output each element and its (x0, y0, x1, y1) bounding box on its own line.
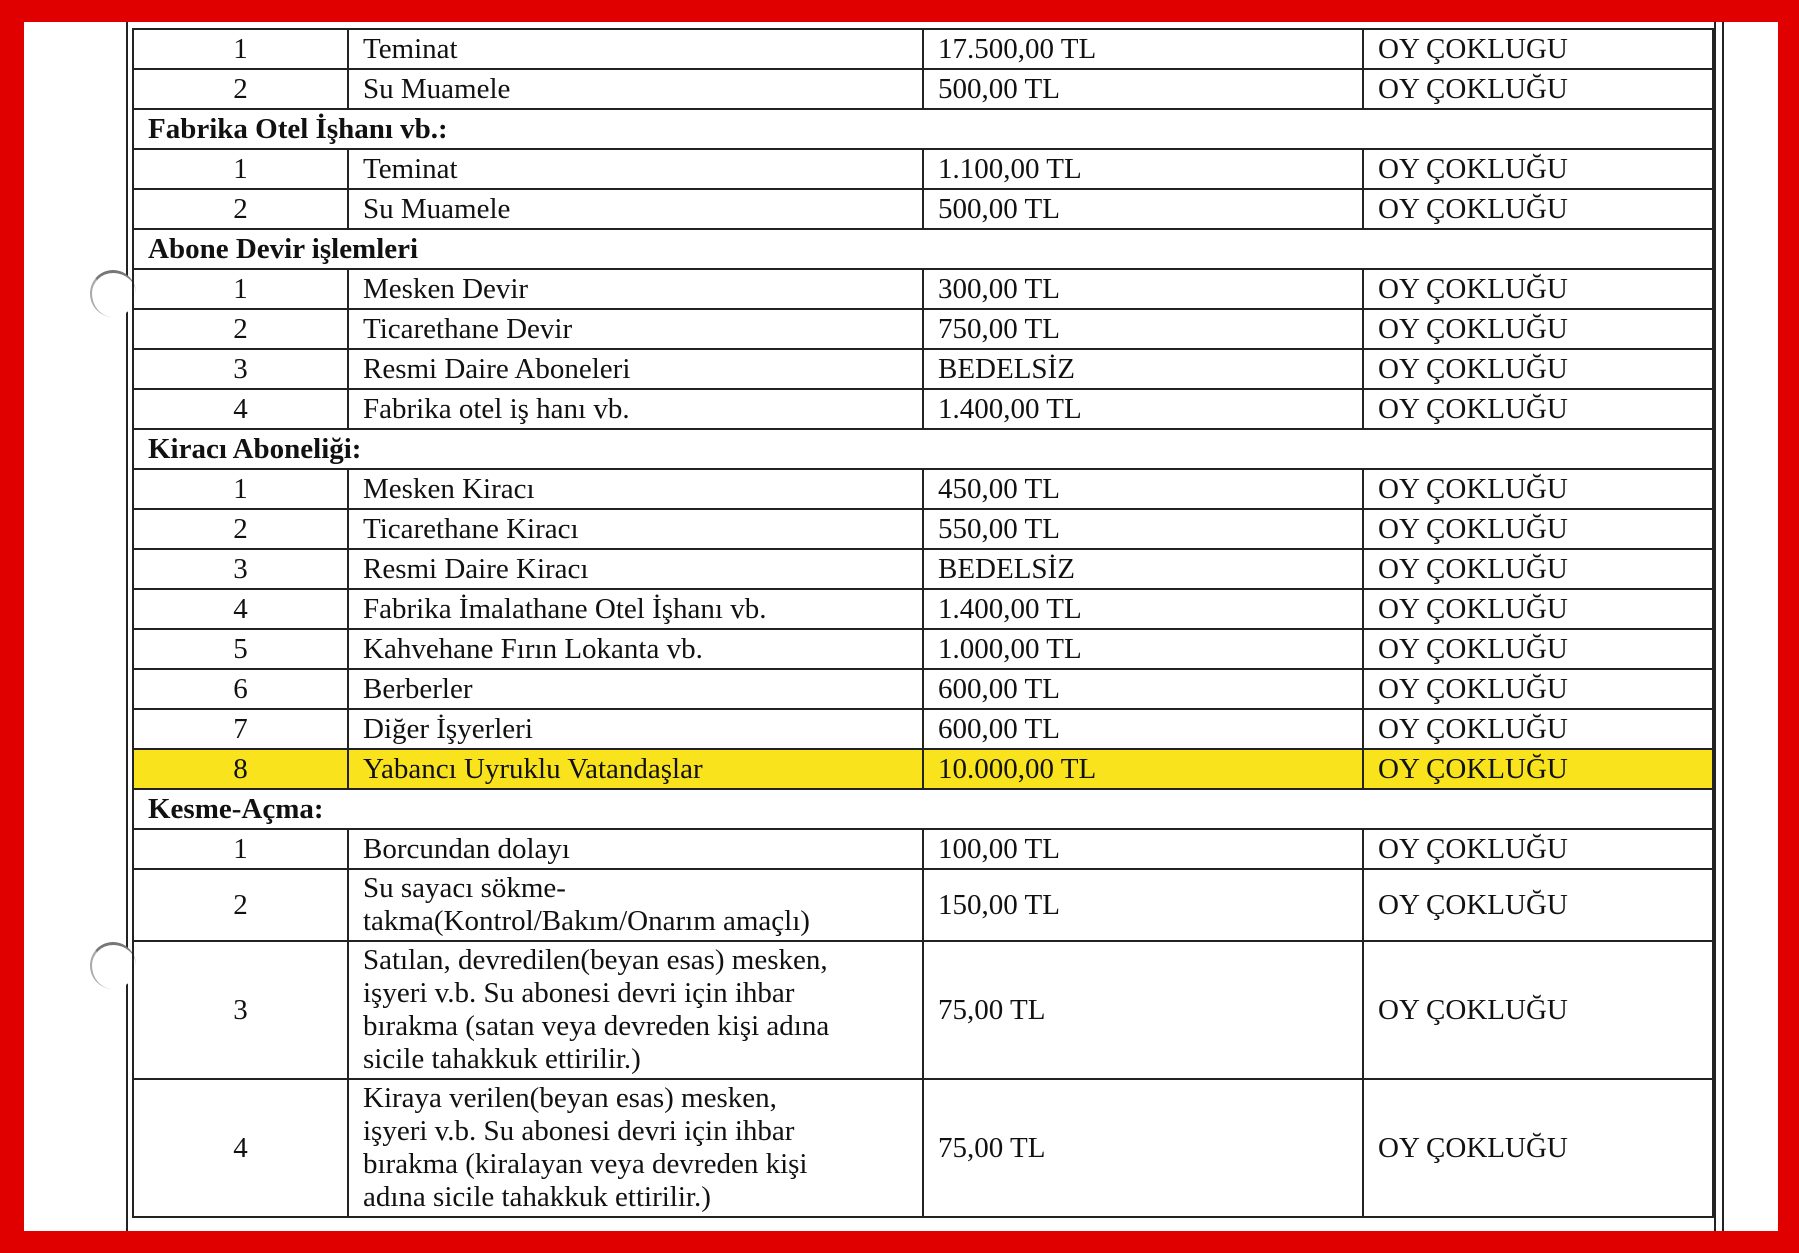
decision-status: OY ÇOKLUĞU (1363, 869, 1713, 941)
punch-hole-top (90, 270, 136, 317)
row-number: 1 (133, 29, 348, 69)
decision-status: OY ÇOKLUĞU (1363, 149, 1713, 189)
decision-status: OY ÇOKLUĞU (1363, 309, 1713, 349)
fee-amount: 75,00 TL (923, 941, 1363, 1079)
row-number: 2 (133, 309, 348, 349)
table-row (133, 149, 1713, 189)
decision-status: OY ÇOKLUĞU (1363, 709, 1713, 749)
row-number: 4 (133, 1079, 348, 1217)
table-row (133, 709, 1713, 749)
decision-status: OY ÇOKLUĞU (1363, 941, 1713, 1079)
decision-status: OY ÇOKLUGU (1363, 29, 1713, 69)
row-number: 1 (133, 829, 348, 869)
item-name: Su Muamele (348, 189, 923, 229)
table-row (133, 669, 1713, 709)
item-name: Su sayacı sökme- takma(Kontrol/Bakım/Onarım amaçlı) (348, 869, 923, 941)
punch-hole-bottom (90, 942, 136, 989)
row-number: 2 (133, 509, 348, 549)
table-row (133, 829, 1713, 869)
decision-status: OY ÇOKLUĞU (1363, 469, 1713, 509)
item-name: Ticarethane Kiracı (348, 509, 923, 549)
fee-amount: 450,00 TL (923, 469, 1363, 509)
fee-amount: 75,00 TL (923, 1079, 1363, 1217)
item-name: Teminat (348, 29, 923, 69)
row-number: 7 (133, 709, 348, 749)
row-number: 3 (133, 349, 348, 389)
table-row (133, 941, 1713, 1079)
table-row (133, 269, 1713, 309)
item-name: Su Muamele (348, 69, 923, 109)
item-name: Resmi Daire Kiracı (348, 549, 923, 589)
row-number: 1 (133, 469, 348, 509)
fee-amount: 10.000,00 TL (923, 749, 1363, 789)
row-number: 6 (133, 669, 348, 709)
item-name: Yabancı Uyruklu Vatandaşlar (348, 749, 923, 789)
table-row (133, 189, 1713, 229)
row-number: 1 (133, 269, 348, 309)
section-title: Kesme-Açma: (133, 789, 1713, 829)
fee-amount: BEDELSİZ (923, 349, 1363, 389)
fee-amount: 600,00 TL (923, 669, 1363, 709)
decision-status: OY ÇOKLUĞU (1363, 189, 1713, 229)
row-number: 2 (133, 869, 348, 941)
fee-amount: 1.100,00 TL (923, 149, 1363, 189)
item-name: Kahvehane Fırın Lokanta vb. (348, 629, 923, 669)
right-margin-line-outer (1722, 22, 1724, 1231)
fee-amount: 300,00 TL (923, 269, 1363, 309)
decision-status: OY ÇOKLUĞU (1363, 509, 1713, 549)
item-name: Mesken Kiracı (348, 469, 923, 509)
document-page (24, 22, 1778, 1231)
row-number: 2 (133, 189, 348, 229)
row-number: 3 (133, 549, 348, 589)
row-number: 3 (133, 941, 348, 1079)
fee-amount: 750,00 TL (923, 309, 1363, 349)
item-name: Teminat (348, 149, 923, 189)
fee-amount: BEDELSİZ (923, 549, 1363, 589)
section-title: Kiracı Aboneliği: (133, 429, 1713, 469)
item-name: Mesken Devir (348, 269, 923, 309)
item-name: Diğer İşyerleri (348, 709, 923, 749)
item-name: Berberler (348, 669, 923, 709)
row-number: 5 (133, 629, 348, 669)
left-margin-line (126, 22, 128, 1231)
item-name: Resmi Daire Aboneleri (348, 349, 923, 389)
item-name: Fabrika İmalathane Otel İşhanı vb. (348, 589, 923, 629)
fee-amount: 150,00 TL (923, 869, 1363, 941)
decision-status: OY ÇOKLUĞU (1363, 389, 1713, 429)
fee-amount: 100,00 TL (923, 829, 1363, 869)
section-header-row (133, 229, 1713, 269)
table-row (133, 469, 1713, 509)
section-header-row (133, 109, 1713, 149)
decision-status: OY ÇOKLUĞU (1363, 749, 1713, 789)
row-number: 1 (133, 149, 348, 189)
table-row-highlighted (133, 749, 1713, 789)
fee-amount: 500,00 TL (923, 189, 1363, 229)
right-margin-line-inner (1714, 22, 1716, 1231)
decision-status: OY ÇOKLUĞU (1363, 69, 1713, 109)
decision-status: OY ÇOKLUĞU (1363, 549, 1713, 589)
fee-amount: 17.500,00 TL (923, 29, 1363, 69)
table-row (133, 349, 1713, 389)
decision-status: OY ÇOKLUĞU (1363, 829, 1713, 869)
section-header-row (133, 429, 1713, 469)
table-row (133, 29, 1713, 69)
table-row (133, 1079, 1713, 1217)
decision-status: OY ÇOKLUĞU (1363, 589, 1713, 629)
table-row (133, 629, 1713, 669)
decision-status: OY ÇOKLUĞU (1363, 1079, 1713, 1217)
item-name: Kiraya verilen(beyan esas) mesken, işyeri v.b. Su abonesi devri için ihbar bırakma (kiralayan veya devreden kişi adına sicile tahakkuk ettirilir.) (348, 1079, 923, 1217)
section-title: Fabrika Otel İşhanı vb.: (133, 109, 1713, 149)
row-number: 8 (133, 749, 348, 789)
decision-status: OY ÇOKLUĞU (1363, 269, 1713, 309)
decision-status: OY ÇOKLUĞU (1363, 349, 1713, 389)
section-title: Abone Devir işlemleri (133, 229, 1713, 269)
fee-amount: 550,00 TL (923, 509, 1363, 549)
table-row (133, 309, 1713, 349)
row-number: 4 (133, 589, 348, 629)
decision-status: OY ÇOKLUĞU (1363, 669, 1713, 709)
section-header-row (133, 789, 1713, 829)
fee-table (132, 28, 1714, 1218)
row-number: 2 (133, 69, 348, 109)
fee-amount: 500,00 TL (923, 69, 1363, 109)
item-name: Fabrika otel iş hanı vb. (348, 389, 923, 429)
decision-status: OY ÇOKLUĞU (1363, 629, 1713, 669)
table-row (133, 389, 1713, 429)
fee-table-body (133, 29, 1713, 1217)
fee-amount: 1.400,00 TL (923, 389, 1363, 429)
fee-amount: 1.000,00 TL (923, 629, 1363, 669)
fee-amount: 1.400,00 TL (923, 589, 1363, 629)
item-name: Borcundan dolayı (348, 829, 923, 869)
item-name: Ticarethane Devir (348, 309, 923, 349)
row-number: 4 (133, 389, 348, 429)
table-row (133, 869, 1713, 941)
table-row (133, 549, 1713, 589)
table-row (133, 509, 1713, 549)
item-name: Satılan, devredilen(beyan esas) mesken, işyeri v.b. Su abonesi devri için ihbar bırakma (satan veya devreden kişi adına sicile tahakkuk ettirilir.) (348, 941, 923, 1079)
table-row (133, 69, 1713, 109)
table-row (133, 589, 1713, 629)
fee-amount: 600,00 TL (923, 709, 1363, 749)
